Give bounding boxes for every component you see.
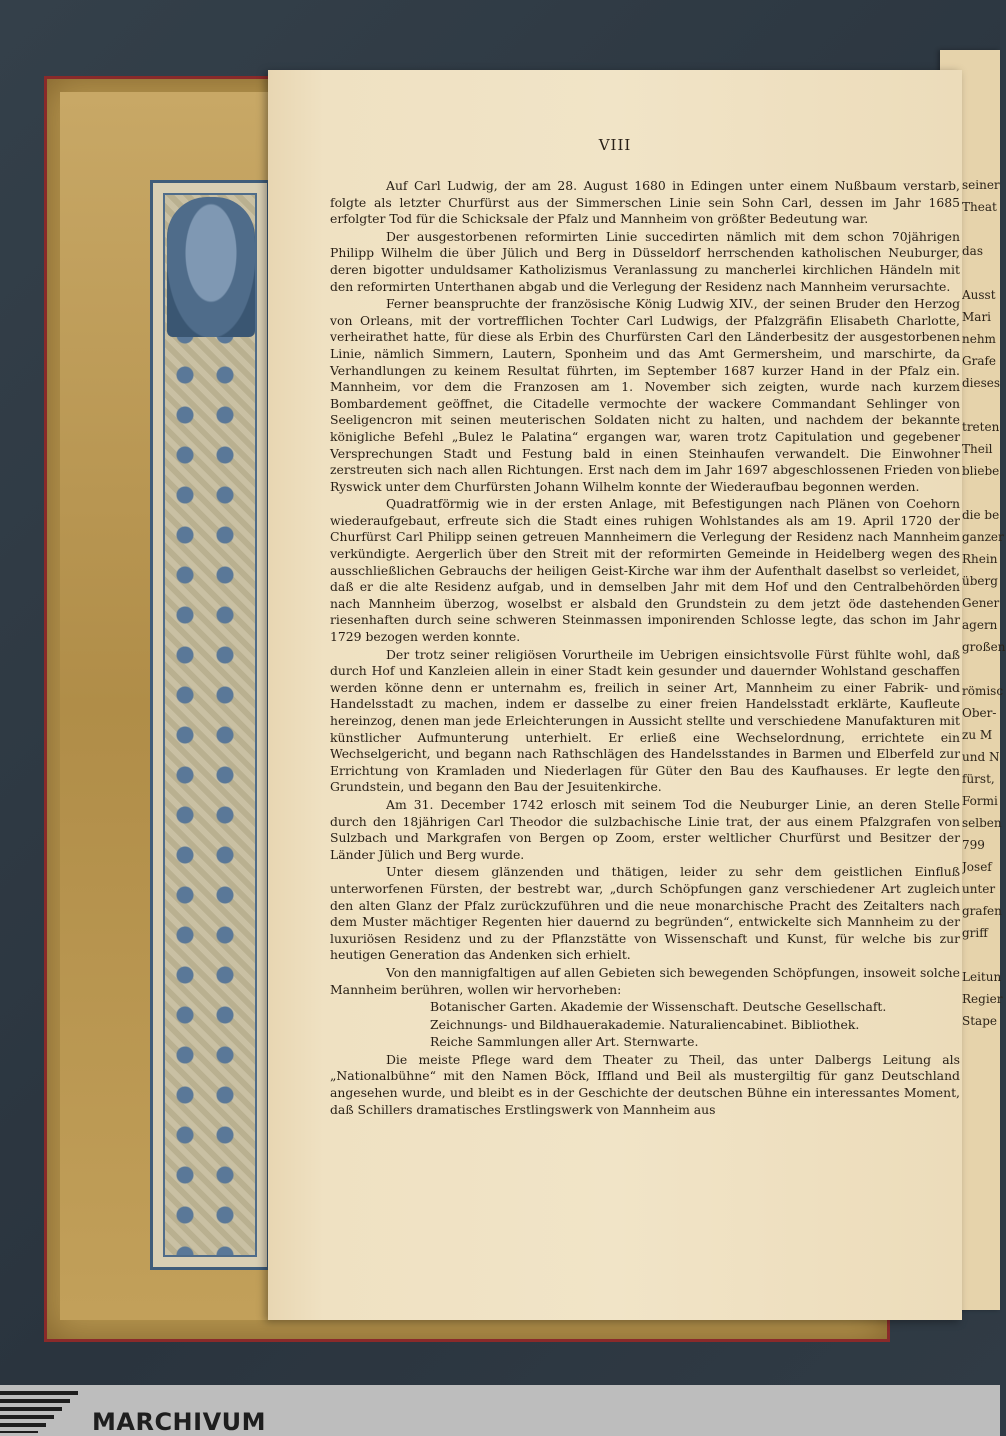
list-line: Botanischer Garten. Akademie der Wissenschaft. Deutsche Gesellschaft. (430, 999, 887, 1015)
list-line: Zeichnungs- und Bildhauerakademie. Naturaliencabinet. Bibliothek. (430, 1016, 860, 1032)
ornament-pattern (163, 193, 257, 1257)
marchivum-logo-text: MARCHIVUM (92, 1408, 267, 1436)
next-page-text-fragment: seiner Theat das Ausst Mari nehm Grafe dieses treten Theil bliebe die be ganzer Rhein überg Gener agern großen römisc Ober- zu M und N fürst, Formi selben 799 Josef unter grafen griff Leitun Regier Stape (962, 178, 1006, 1028)
paragraph: Auf Carl Ludwig, der am 28. August 1680 in Edingen unter einem Nußbaum verstarb, folgte als letzter Churfürst aus der Simmerschen Linie sein Sohn Carl, dessen im Jahr 1685 erfolgter Tod für die Schicksale der Pfalz und Mannheim von größter Bedeutung war. (330, 178, 960, 227)
book-page (268, 70, 962, 1320)
list-line: Reiche Sammlungen aller Art. Sternwarte. (430, 1034, 699, 1050)
paragraph: Der ausgestorbenen reformirten Linie succedirten nämlich mit dem schon 70jährigen Philipp Wilhelm die über Jülich und Berg in Düsseldorf herrschenden katholischen Neuburger, deren bigotter unduldsamer Katholizismus Veranlassung zu mancherlei kirchlichen Händeln mit den reformirten Unterthanen abgab und die Verlegung der Residenz nach Mannheim verursachte. (330, 228, 960, 294)
paragraph: Am 31. December 1742 erlosch mit seinem Tod die Neuburger Linie, an deren Stelle durch den 18jährigen Carl Theodor die sulzbachische Linie trat, der aus einem Pfalzgrafen von Sulzbach und Markgrafen von Bergen op Zoom, erster weltlicher Churfürst und Besitzer der Länder Jülich und Berg wurde. (330, 796, 960, 862)
page-text (330, 178, 960, 1119)
paragraph: Die meiste Pflege ward dem Theater zu Theil, das unter Dalbergs Leitung als „Nationalbühne“ mit den Namen Böck, Iffland und Beil als mustergiltig für ganz Deutschland angesehen wurde, und bleibt es in der Geschichte der deutschen Bühne ein interessantes Moment, daß Schillers dramatisches Erstlingswerk von Mannheim aus (330, 1051, 960, 1117)
paragraph: Quadratförmig wie in der ersten Anlage, mit Befestigungen nach Plänen von Coehorn wiederaufgebaut, erfreute sich die Stadt eines ruhigen Wohlstandes als am 19. April 1720 der Churfürst Carl Philipp seinen getreuen Mannheimern die Verlegung der Residenz nach Mannheim verkündigte. Aergerlich über den Streit mit der reformirten Gemeinde in Heidelberg wegen des ausschließlichen Gebrauchs der heiligen Geist-Kirche war ihm der Aufenthalt daselbst so verleidet, daß er die alte Residenz aufgab, und in demselben Jahr mit dem Hof und den Centralbehörden nach Mannheim überzog, woselbst er alsbald den Grundstein zu dem jetzt öde dastehenden riesenhaften durch seine schweren Steinmassen imponirenden Schlosse legte, das schon im Jahr 1729 bezogen werden konnte. (330, 496, 960, 645)
ornament-figure-medallion (167, 197, 255, 337)
page-number: VIII (598, 136, 632, 154)
paragraph: Von den mannigfaltigen auf allen Gebieten sich bewegenden Schöpfungen, insoweit solche Mannheim berühren, wollen wir hervorheben: (330, 964, 960, 997)
paragraph: Unter diesem glänzenden und thätigen, leider zu sehr dem geistlichen Einfluß unterworfenen Fürsten, der bestrebt war, „durch Schöpfungen ganz verschiedener Art zugleich den alten Glanz der Pfalz zurückzuführen und die neue monarchische Pracht des Zeitalters nach dem Muster mächtiger Regenten hier dauernd zu begründen“, entwickelte sich Mannheim zu der luxuriösen Residenz und zu der Pflanzstätte von Wissenschaft und Kunst, für welche bis zur heutigen Generation das Andenken sich erhielt. (330, 864, 960, 963)
marchivum-logo-icon (0, 1391, 80, 1433)
paragraph: Ferner beanspruchte der französische König Ludwig XIV., der seinen Bruder den Herzog von Orleans, mit der vortrefflichen Tochter Carl Ludwigs, der Pfalzgräfin Elisabeth Charlotte, verheirathet hatte, für diese als Erbin des Churfürsten Carl den Länderbesitz der ausgestorbenen Linie, nämlich Simmern, Lautern, Sponheim und das Amt Germersheim, und marschirte, da Verhandlungen zu keinem Resultat führten, im September 1687 kurzer Hand in der Pfalz ein. Mannheim, vor dem die Franzosen am 1. November sich zeigten, wurde nach kurzem Bombardement geöffnet, die Citadelle vermochte der wackere Commandant Sehlinger von Seeligencron mit seinen meuterischen Soldaten nicht zu halten, und nachdem der bekannte königliche Befehl „Bulez le Palatina“ ergangen war, waren trotz Capitulation und gegebener Versprechungen Stadt und Festung bald in einen Steinhaufen verwandelt. Die Einwohner zerstreuten sich nach allen Richtungen. Erst nach dem im Jahr 1697 abgeschlossenen Frieden von Ryswick unter dem Churfürsten Johann Wilhelm konnte der Wiederaufbau begonnen werden. (330, 296, 960, 494)
paragraph: Der trotz seiner religiösen Vorurtheile im Uebrigen einsichtsvolle Fürst fühlte wohl, daß durch Hof und Kanzleien allein in einer Stadt kein gesunder und dauernder Wohlstand geschaffen werden könne denn er unternahm es, freilich in seiner Art, Mannheim zu einer Fabrik- und Handelsstadt zu machen, indem er dasselbe zu einer freien Handelsstadt erklärte, Kaufleute hereinzog, denen man jede Erleichterungen in Aussicht stellte und verschiedene Manufakturen mit künstlicher Aufmunterung unterhielt. Er erließ eine Wechselordnung, errichtete ein Wechselgericht, und begann nach Rathschlägen des Handelsstandes in Barmen und Elberfeld zur Errichtung von Kramladen und Niederlagen für Güter den Bau des Kaufhauses. Er legte den Grundstein, und begann den Bau der Jesuitenkirche. (330, 646, 960, 795)
ornamental-border-panel (150, 180, 270, 1270)
